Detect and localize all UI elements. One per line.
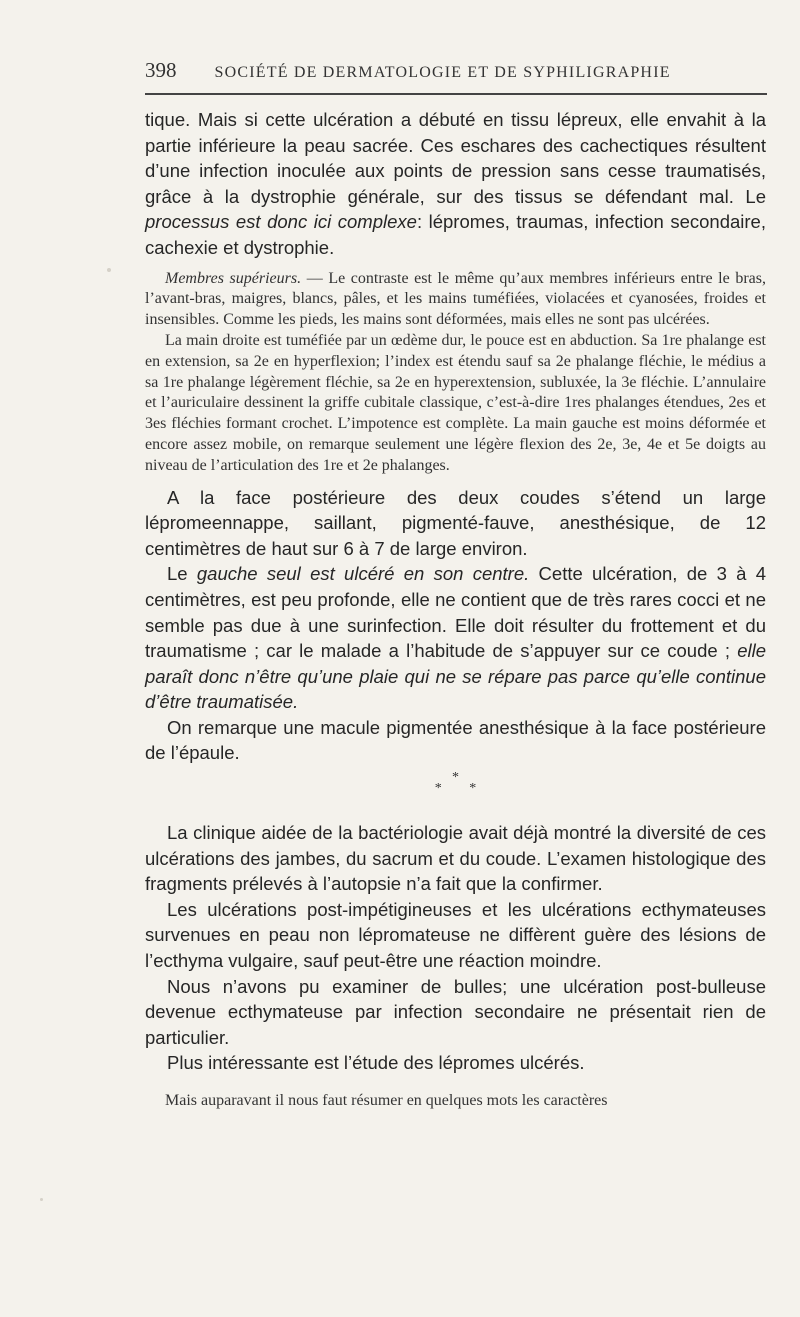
paragraph-1-italic: processus est donc ici complexe xyxy=(145,211,417,233)
header-rule xyxy=(145,93,767,95)
paragraph-1-tail: : lépromes, traumas, infection secondaire, cachexie et dystrophie. xyxy=(145,211,766,258)
paragraph-5-italic-2: elle paraît donc n’être qu’une plaie qui ne se répare pas parce qu’elle continue d’être traumatisée. xyxy=(145,640,766,713)
paper-speck xyxy=(40,1198,43,1201)
page-number: 398 xyxy=(145,58,177,82)
paragraph-11: Mais auparavant il nous faut résumer en quelques mots les caractères xyxy=(165,1092,608,1109)
section-heading-membres-superieurs: Membres supérieurs. xyxy=(165,269,302,287)
paragraph-8: Les ulcérations post-impétigineuses et les ulcérations ecthymateuses survenues en peau non lépromateuse ne diffèrent guère des lésions de l’ecthyma vulgaire, sauf peut-être une réaction moindre. xyxy=(145,898,766,972)
section-separator xyxy=(145,770,766,797)
separator-star-top: * xyxy=(452,770,459,786)
separator-stars-bottom: * * xyxy=(434,781,489,797)
page-header xyxy=(145,58,766,86)
paragraph-9: Nous n’avons pu examiner de bulles; une ulcération post-bulleuse devenue ecthymateuse par infection secondaire ne présentait rien de particulier. xyxy=(145,975,766,1048)
paper-speck xyxy=(107,268,111,272)
paragraph-10: Plus intéressante est l’étude des lépromes ulcérés. xyxy=(167,1052,585,1074)
paragraph-5-start: Le xyxy=(167,563,197,585)
paragraph-6: On remarque une macule pigmentée anesthésique à la face postérieure de l’épaule. xyxy=(145,716,766,764)
paragraph-1 xyxy=(145,107,766,261)
paragraph-2-text: — Le contraste est le même qu’aux membres inférieurs entre le bras, l’avant-bras, maigres, blancs, pâles, et les mains tuméfiées, violacées et cyanosées, froides et insensibles. Comme les pieds, les mains sont déformées, mais elles ne sont pas ulcérées. xyxy=(145,269,766,329)
paragraph-5-italic-1: gauche seul est ulcéré en son centre. xyxy=(196,563,530,585)
paragraph-7: La clinique aidée de la bactériologie avait déjà montré la diversité de ces ulcérations des jambes, du sacrum et du coude. L’examen histologique des fragments prélevés à l’autopsie n’a fait que la confirmer. xyxy=(145,822,766,895)
paragraph-5 xyxy=(145,561,766,715)
paragraph-3: La main droite est tuméfiée par un œdème dur, le pouce est en abduction. Sa 1re phalange est en extension, sa 2e en hyperflexion; l’index est étendu sauf sa 2e phalange fléchie, le médius a sa 1re phalange légèrement fléchie, sa 2e en hyperextension, subluxée, la 3e fléchie. L’annulaire et l’auriculaire dessinent la griffe cubitale classique, c’est-à-dire 1res phalanges étendues, 2es et 3es fléchies formant crochet. L’impotence est complète. La main gauche est moins déformée et encore assez mobile, on remarque seulement une légère flexion des 2e, 3e, 4e et 5e doigts au niveau de l’articulation des 1re et 2e phalanges. xyxy=(145,331,766,474)
paragraph-5-mid: Cette ulcération, de 3 à 4 centimètres, est peu profonde, elle ne contient que de très rares cocci et ne semble pas due à une surinfection. Elle doit résulter du frottement et du traumatisme ; car le malade a l’habitude de s’appuyer sur ce coude ; xyxy=(145,563,767,662)
paragraph-4: A la face postérieure des deux coudes s’étend un large lépromeennappe, saillant, pigmenté-fauve, anesthésique, de 12 centimètres de haut sur 6 à 7 de large environ. xyxy=(145,486,766,559)
running-title: SOCIÉTÉ DE DERMATOLOGIE ET DE SYPHILIGRAPHIE xyxy=(214,64,671,81)
paragraph-1-text: tique. Mais si cette ulcération a débuté en tissu lépreux, elle envahit à la partie inférieure la peau sacrée. Ces eschares des cachectiques résultent d’une infection inoculée aux points de pression sans cesse traumatisés, grâce à la dystrophie générale, sur des tissus se défendant mal. Le xyxy=(145,109,766,207)
paragraph-2 xyxy=(145,269,766,331)
